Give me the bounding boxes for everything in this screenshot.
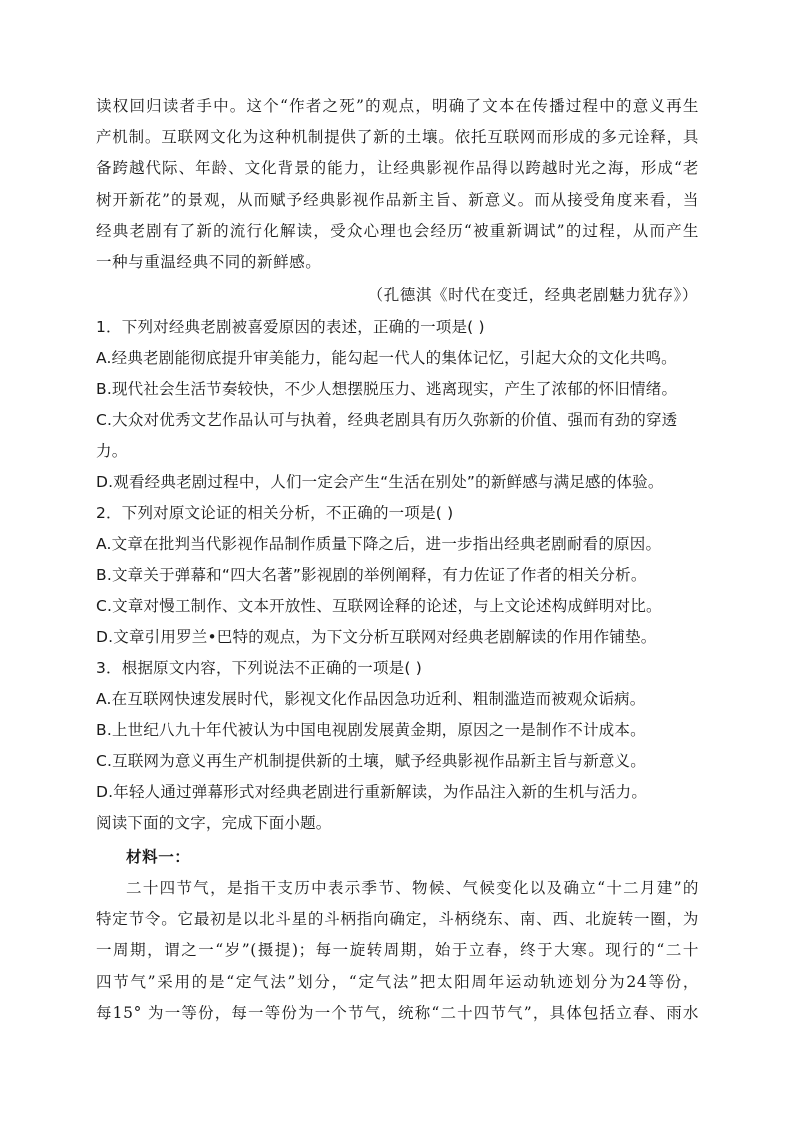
question-option: B.文章关于弹幕和“四大名著”影视剧的举例阐释，有力佐证了作者的相关分析。	[96, 566, 647, 584]
question-option: D.文章引用罗兰•巴特的观点，为下文分析互联网对经典老剧解读的作用作铺垫。	[96, 628, 657, 646]
material-line: 四节气”采用的是“定气法”划分，“定气法”把太阳周年运动轨迹划分为24等份，	[96, 973, 699, 991]
reading-instruction: 阅读下面的文字，完成下面小题。	[96, 814, 332, 832]
question-option: B.上世纪八九十年代被认为中国电视剧发展黄金期，原因之一是制作不计成本。	[96, 721, 646, 739]
material-line: 特定节令。它最初是以北斗星的斗柄指向确定，斗柄绕东、南、西、北旋转一圈，为	[96, 910, 699, 928]
passage-line: 树开新花”的景观，从而赋予经典影视作品新主旨、新意义。而从接受角度来看，当	[96, 191, 699, 209]
passage-line: 备跨越代际、年龄、文化背景的能力，让经典影视作品得以跨越时光之海，形成“老	[96, 159, 699, 177]
material-line: 二十四节气，是指干支历中表示季节、物候、气候变化以及确立“十二月建”的	[126, 879, 699, 897]
passage-line: 读权回归读者手中。这个“作者之死”的观点，明确了文本在传播过程中的意义再生	[96, 97, 699, 115]
passage-line: 产机制。互联网文化为这种机制提供了新的土壤。依托互联网而形成的多元诠释，具	[96, 128, 699, 146]
material-heading: 材料一：	[126, 847, 191, 866]
question-option: C.互联网为意义再生产机制提供新的土壤，赋予经典影视作品新主旨与新意义。	[96, 752, 646, 770]
question-option: 力。	[96, 442, 128, 460]
question-option: D.观看经典老剧过程中，人们一定会产生“生活在别处”的新鲜感与满足感的体验。	[96, 473, 664, 491]
material-line: 每15° 为一等份，每一等份为一个节气，统称“二十四节气”，具体包括立春、雨水	[96, 1004, 699, 1022]
passage-line: 经典老剧有了新的流行化解读，受众心理也会经历“被重新调试”的过程，从而产生	[96, 222, 699, 240]
question-option: B.现代社会生活节奏较快，不少人想摆脱压力、逃离现实，产生了浓郁的怀旧情绪。	[96, 380, 678, 398]
question-option: A.文章在批判当代影视作品制作质量下降之后，进一步指出经典老剧耐看的原因。	[96, 535, 662, 553]
question-stem: 1．下列对经典老剧被喜爱原因的表述，正确的一项是( )	[96, 318, 485, 336]
question-option: D.年轻人通过弹幕形式对经典老剧进行重新解读，为作品注入新的生机与活力。	[96, 783, 648, 801]
passage-source: （孔德淇《时代在变迁，经典老剧魅力犹存》）	[367, 286, 698, 304]
question-option: C.大众对优秀文艺作品认可与执着，经典老剧具有历久弥新的价值、强而有劲的穿透	[96, 411, 678, 429]
question-stem: 2．下列对原文论证的相关分析，不正确的一项是( )	[96, 504, 454, 522]
question-option: A.经典老剧能彻底提升审美能力，能勾起一代人的集体记忆，引起大众的文化共鸣。	[96, 349, 677, 367]
material-line: 一周期，谓之一“岁”(摄提)；每一旋转周期，始于立春，终于大寒。现行的“二十	[96, 941, 699, 959]
question-option: C.文章对慢工制作、文本开放性、互联网诠释的论述，与上文论述构成鲜明对比。	[96, 597, 662, 615]
question-stem: 3．根据原文内容，下列说法不正确的一项是( )	[96, 659, 422, 677]
question-option: A.在互联网快速发展时代，影视文化作品因急功近利、粗制滥造而被观众诟病。	[96, 690, 646, 708]
passage-line: 一种与重温经典不同的新鲜感。	[96, 253, 322, 271]
